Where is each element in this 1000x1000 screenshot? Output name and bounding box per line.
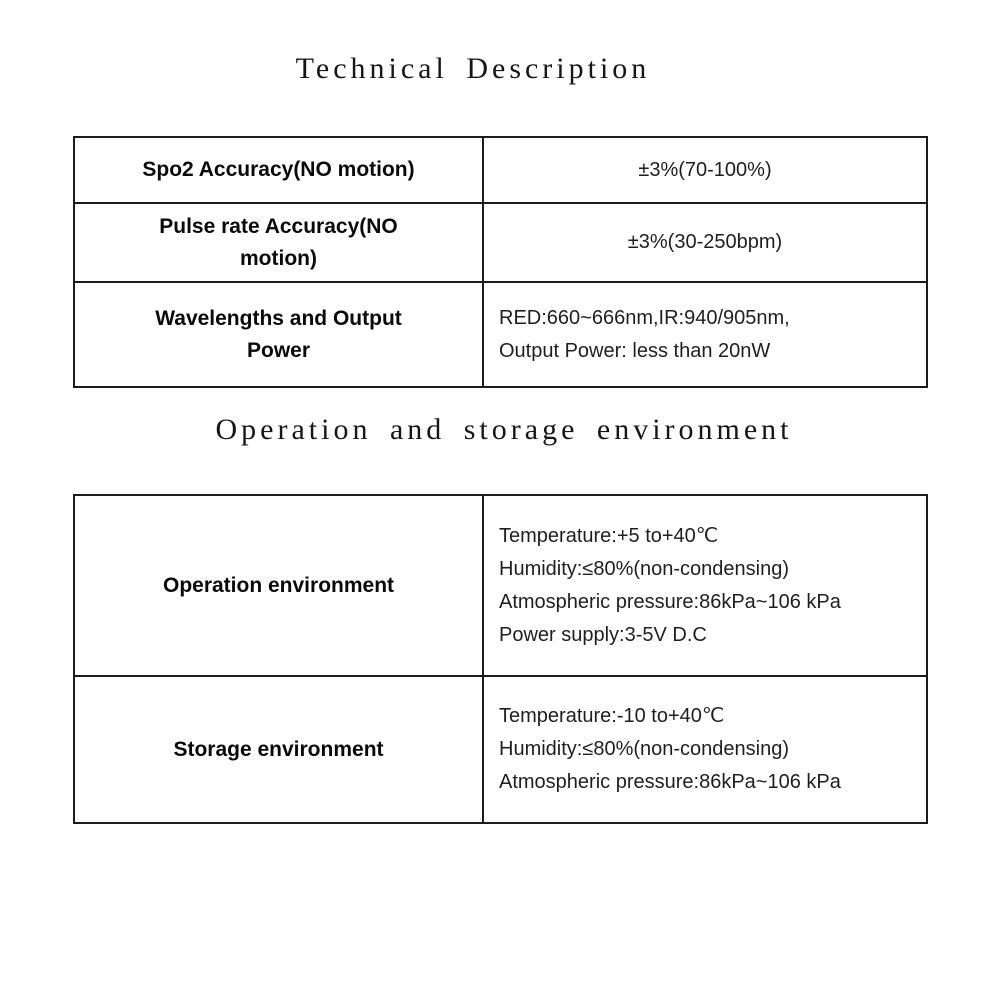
spec-value-storage-environment [483, 676, 927, 823]
value-line: Humidity:≤80%(non-condensing) [499, 557, 790, 580]
spec-label-wavelengths-output-power [74, 282, 483, 387]
value-line: Temperature:+5 to+40℃ [499, 524, 719, 547]
label-line: Operation environment [162, 573, 395, 597]
label-line: Wavelengths and Output [155, 306, 402, 330]
spec-value-wavelengths-output-power [483, 282, 927, 387]
spec-value-spo2-accuracy [483, 137, 927, 203]
spec-label-storage-environment [74, 676, 483, 823]
spec-value-pulse-rate-accuracy [483, 203, 927, 282]
table-row [74, 137, 927, 203]
value-line: Temperature:-10 to+40℃ [499, 705, 725, 727]
value-line: RED:660~666nm,IR:940/905nm, [499, 306, 790, 329]
value-line: Atmospheric pressure:86kPa~106 kPa [499, 771, 841, 793]
label-line: Pulse rate Accuracy(NO [159, 214, 398, 238]
table-row [74, 282, 927, 387]
value-line: ±3%(70-100%) [638, 158, 772, 181]
label-line: motion) [240, 246, 317, 270]
technical-description-table [73, 136, 928, 388]
label-line: Spo2 Accuracy(NO motion) [142, 158, 415, 181]
label-line: Storage environment [173, 737, 384, 761]
value-line: Humidity:≤80%(non-condensing) [499, 738, 790, 760]
spec-value-operation-environment [483, 495, 927, 676]
operation-storage-environment-table [73, 494, 928, 824]
label-line: Power [246, 338, 311, 362]
section-title-operation-storage-environment: Operation and storage environment [215, 413, 793, 446]
spec-label-operation-environment [74, 495, 483, 676]
value-line: Power supply:3-5V D.C [499, 623, 707, 646]
value-line: Atmospheric pressure:86kPa~106 kPa [499, 590, 841, 613]
table-row [74, 495, 927, 676]
spec-label-spo2-accuracy [74, 137, 483, 203]
table-row [74, 676, 927, 823]
table-row [74, 203, 927, 282]
section-title-technical-description: Technical Description [295, 52, 651, 85]
value-line: ±3%(30-250bpm) [627, 231, 783, 253]
spec-label-pulse-rate-accuracy [74, 203, 483, 282]
value-line: Output Power: less than 20nW [499, 339, 771, 362]
